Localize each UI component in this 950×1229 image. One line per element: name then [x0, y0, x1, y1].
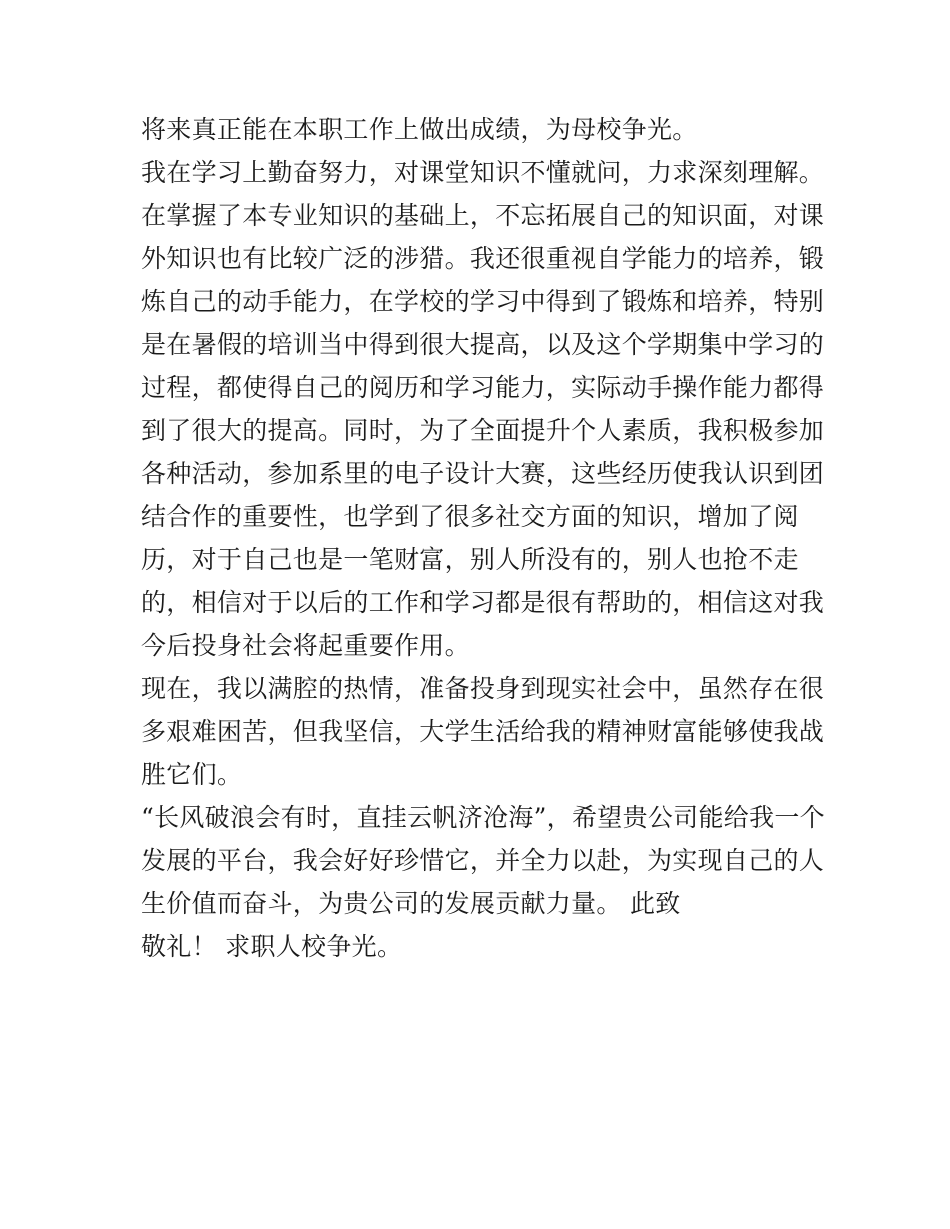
- text-line: 外知识也有比较广泛的涉猎。我还很重视自学能力的培养，锻: [141, 244, 825, 273]
- text-line: 的，相信对于以后的工作和学习都是很有帮助的，相信这对我: [141, 588, 825, 617]
- text-line: 在掌握了本专业知识的基础上，不忘拓展自己的知识面，对课: [141, 201, 825, 230]
- text-line: 过程，都使得自己的阅历和学习能力，实际动手操作能力都得: [141, 373, 825, 402]
- text-line: 结合作的重要性，也学到了很多社交方面的知识，增加了阅: [141, 502, 799, 531]
- text-line: 我在学习上勤奋努力，对课堂知识不懂就问，力求深刻理解。: [141, 158, 825, 187]
- text-line: 发展的平台，我会好好珍惜它，并全力以赴，为实现自己的人: [141, 846, 825, 875]
- text-line: 今后投身社会将起重要作用。: [141, 631, 470, 660]
- text-line: 历，对于自己也是一笔财富，别人所没有的，别人也抢不走: [141, 545, 799, 574]
- text-line: 将来真正能在本职工作上做出成绩，为母校争光。: [141, 115, 698, 144]
- text-line: “长风破浪会有时，直挂云帆济沧海”，希望贵公司能给我一个: [141, 803, 825, 832]
- text-line: 现在，我以满腔的热情，准备投身到现实社会中，虽然存在很: [141, 674, 825, 703]
- text-line: 胜它们。: [141, 760, 243, 789]
- text-line: 敬礼！ 求职人校争光。: [141, 932, 403, 961]
- text-line: 到了很大的提高。同时，为了全面提升个人素质，我积极参加: [141, 416, 825, 445]
- text-line: 是在暑假的培训当中得到很大提高，以及这个学期集中学习的: [141, 330, 825, 359]
- text-line: 多艰难困苦，但我坚信，大学生活给我的精神财富能够使我战: [141, 717, 825, 746]
- text-line: 各种活动，参加系里的电子设计大赛，这些经历使我认识到团: [141, 459, 825, 488]
- text-line: 生价值而奋斗，为贵公司的发展贡献力量。 此致: [141, 889, 681, 918]
- letter-body: [141, 108, 825, 968]
- text-line: 炼自己的动手能力，在学校的学习中得到了锻炼和培养，特别: [141, 287, 825, 316]
